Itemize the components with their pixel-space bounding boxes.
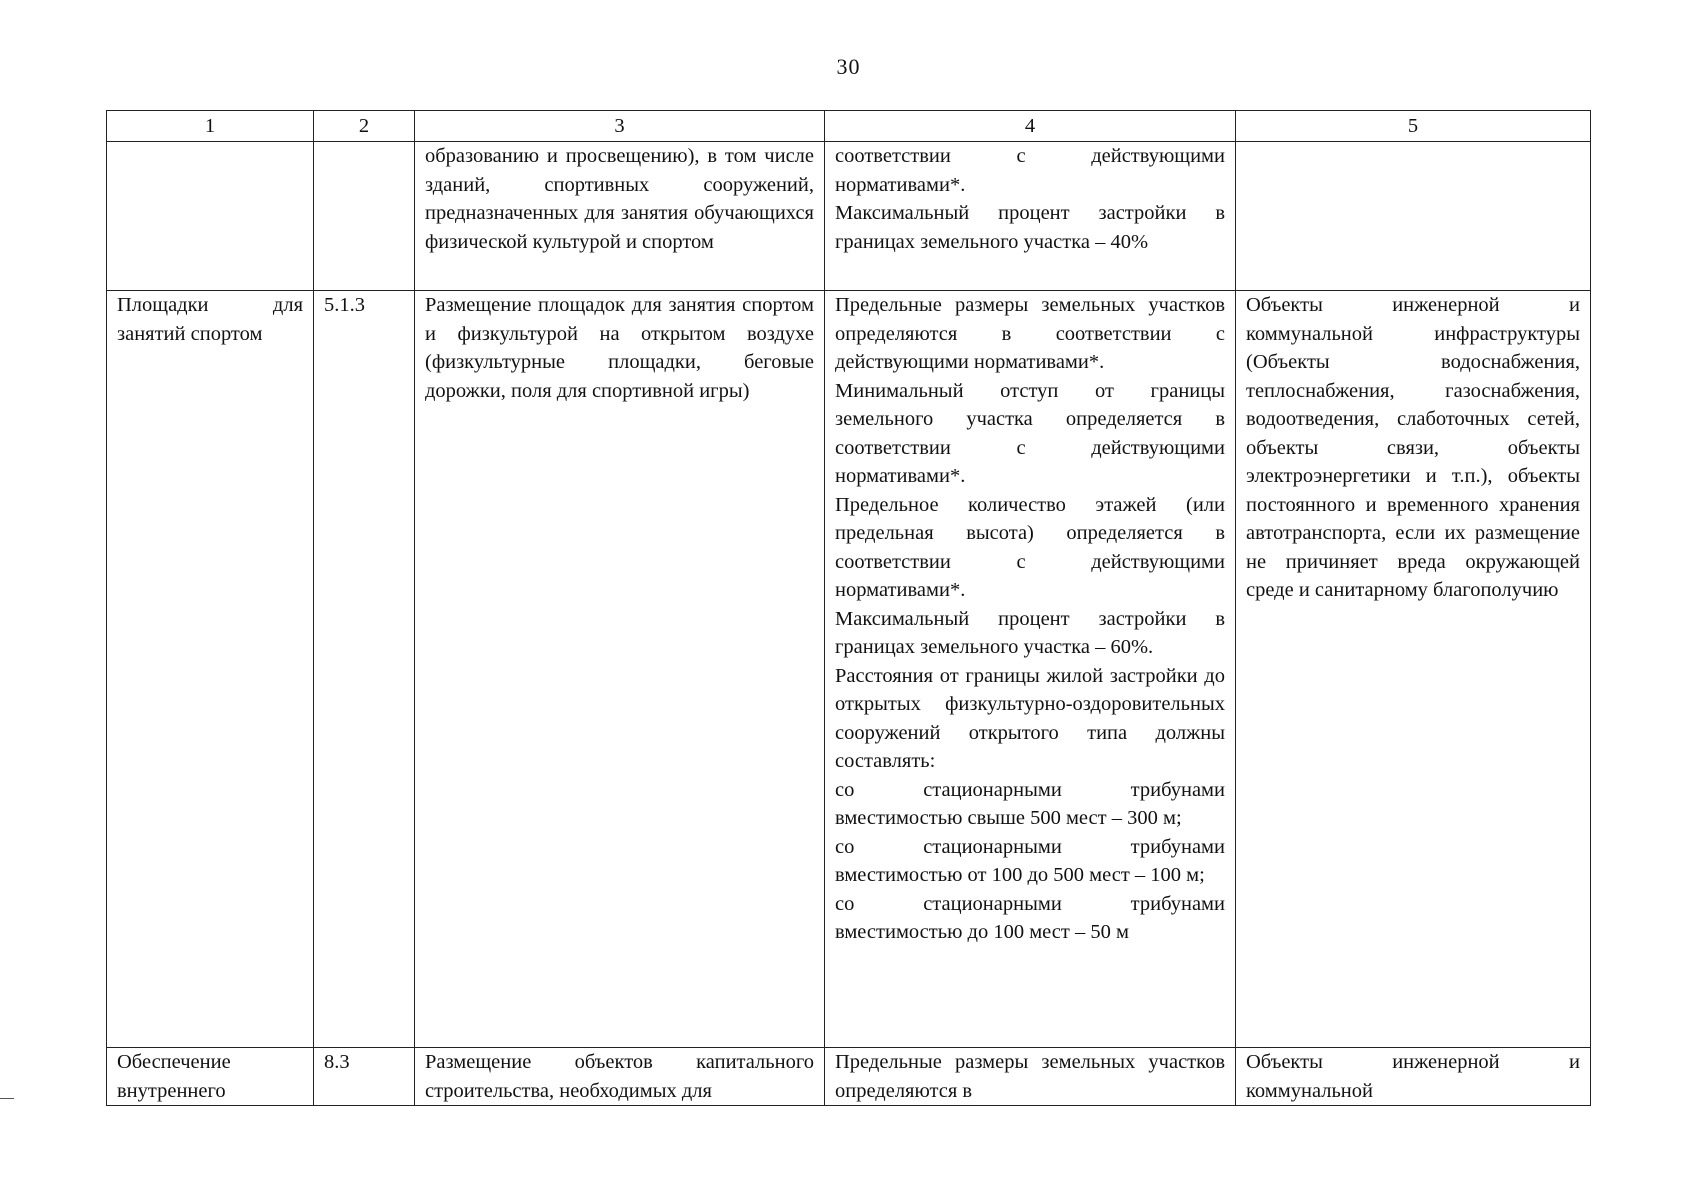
use-type-cell [107, 1048, 314, 1106]
use-description-cell [415, 142, 825, 291]
use-description-cell [415, 1048, 825, 1106]
description-paragraph: Размещение объектов капитального строительства, необходимых для [425, 1051, 814, 1102]
auxiliary-paragraph: Объекты инженерной и коммунальной [1246, 1051, 1580, 1102]
parameter-paragraph: со стационарными трибунами вместимостью до 100 мест – 50 м [835, 892, 1225, 943]
parameter-paragraph: Минимальный отступ от границы земельного участка определяется в соответствии с действующими нормативами*. [835, 379, 1225, 487]
parameters-cell [825, 1048, 1236, 1106]
parameter-paragraph: Максимальный процент застройки в границах земельного участка – 40% [835, 202, 1225, 253]
parameter-paragraph: Предельное количество этажей (или предельная высота) определяется в соответствии с действующими нормативами*. [835, 493, 1225, 601]
parameter-paragraph: Максимальный процент застройки в границах земельного участка – 60%. [835, 607, 1225, 658]
table-row [107, 142, 1591, 291]
auxiliary-paragraph: Объекты инженерной и коммунальной инфраструктуры (Объекты водоснабжения, теплоснабжения, газоснабжения, водоотведения, слаботочных сетей, объекты связи, объекты электроэнергетики и т.п.), объекты постоянного и временного хранения автотранспорта, если их размещение не причиняет вреда окружающей среде и санитарному благополучию [1246, 294, 1580, 601]
use-code-cell: 8.3 [314, 1048, 415, 1106]
use-code-cell: 5.1.3 [314, 291, 415, 1048]
use-type-cell [107, 142, 314, 291]
parameter-paragraph: соответствии с действующими нормативами*. [835, 145, 1225, 196]
use-code-cell [314, 142, 415, 291]
parameter-paragraph: Предельные размеры земельных участков определяются в [835, 1051, 1225, 1102]
column-header-1: 1 [107, 111, 314, 142]
column-header-5: 5 [1236, 111, 1591, 142]
table-row [107, 1048, 1591, 1106]
use-type-name: Площадки для занятий спортом [117, 294, 303, 345]
margin-mark [0, 1098, 14, 1099]
parameter-paragraph: со стационарными трибунами вместимостью от 100 до 500 мест – 100 м; [835, 835, 1225, 886]
table-row [107, 291, 1591, 1048]
auxiliary-uses-cell [1236, 142, 1591, 291]
parameter-paragraph: со стационарными трибунами вместимостью свыше 500 мест – 300 м; [835, 778, 1225, 829]
use-type-name: Обеспечение внутреннего [117, 1051, 231, 1102]
use-type-cell [107, 291, 314, 1048]
description-paragraph: образованию и просвещению), в том числе зданий, спортивных сооружений, предназначенных для занятия обучающихся физической культурой и спортом [425, 145, 814, 253]
page-number: 30 [836, 54, 861, 79]
regulations-table [106, 110, 1591, 1106]
parameter-paragraph: Предельные размеры земельных участков определяются в соответствии с действующими нормативами*. [835, 294, 1225, 373]
parameter-paragraph: Расстояния от границы жилой застройки до открытых физкультурно-оздоровительных сооружений открытого типа должны составлять: [835, 664, 1225, 772]
parameters-cell [825, 142, 1236, 291]
description-paragraph: Размещение площадок для занятия спортом и физкультурой на открытом воздухе (физкультурные площадки, беговые дорожки, поля для спортивной игры) [425, 294, 814, 402]
column-header-4: 4 [825, 111, 1236, 142]
use-description-cell [415, 291, 825, 1048]
parameters-cell [825, 291, 1236, 1048]
column-header-2: 2 [314, 111, 415, 142]
column-number-row [107, 111, 1591, 142]
auxiliary-uses-cell [1236, 1048, 1591, 1106]
column-header-3: 3 [415, 111, 825, 142]
auxiliary-uses-cell [1236, 291, 1591, 1048]
